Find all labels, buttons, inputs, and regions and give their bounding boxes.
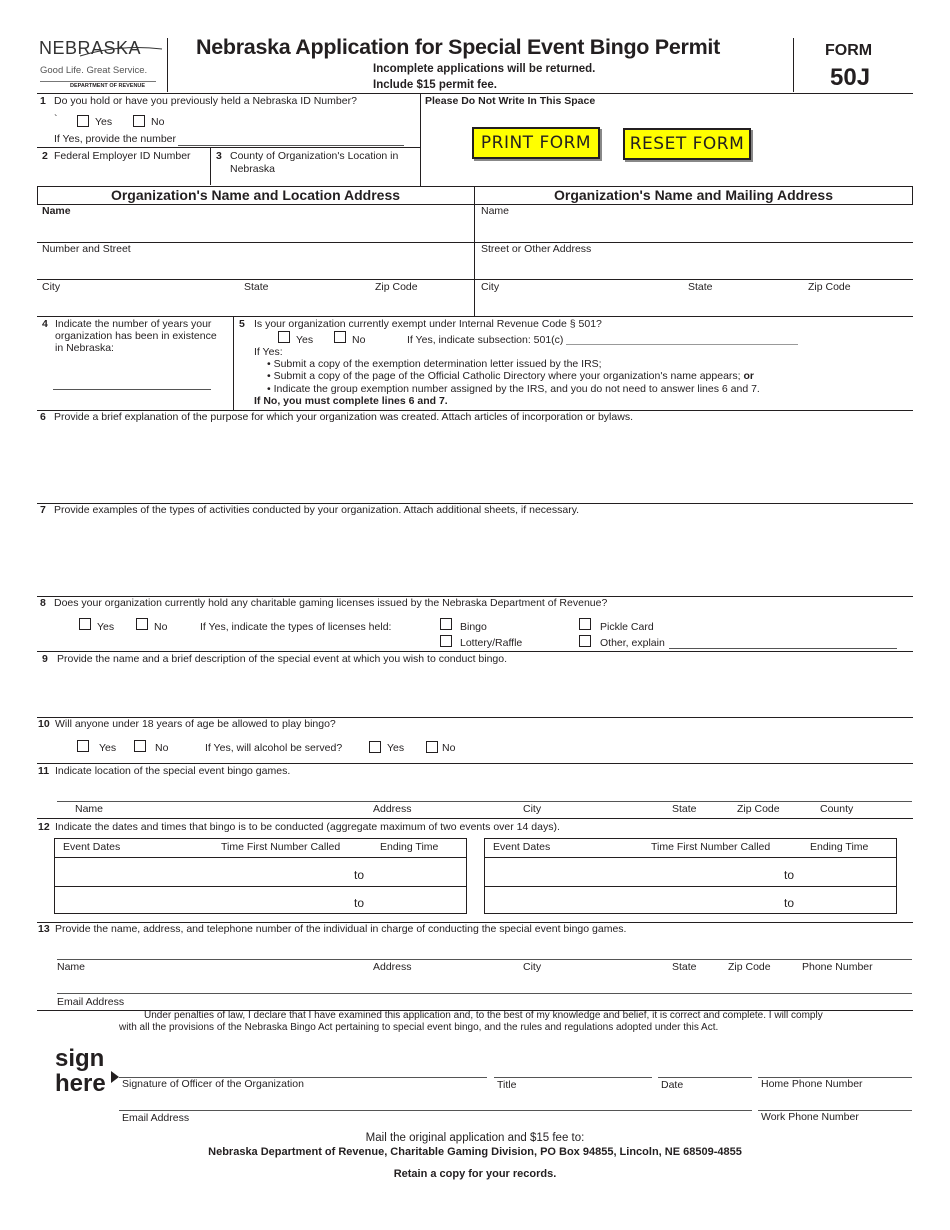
- q7-answer-area[interactable]: [37, 518, 913, 596]
- q1-provide-label: If Yes, provide the number: [54, 133, 176, 145]
- q2-number: 2: [42, 150, 48, 162]
- q10-alcohol-question: If Yes, will alcohol be served?: [205, 742, 343, 754]
- q8-bingo-checkbox[interactable]: [440, 618, 452, 630]
- q12-right-row2-to: to: [784, 896, 795, 910]
- q12-left-row2[interactable]: [54, 887, 467, 914]
- q8-no-checkbox[interactable]: [136, 618, 148, 630]
- form-label: FORM: [825, 42, 873, 59]
- mailing-name-label: Name: [481, 205, 510, 217]
- logo-department: DEPARTMENT OF REVENUE: [70, 83, 146, 89]
- q8-lottery-checkbox[interactable]: [440, 635, 452, 647]
- street-field-rule[interactable]: [37, 279, 913, 280]
- q5-bullet2-text: • Submit a copy of the page of the Official Catholic Directory where your organization's name appears;: [267, 370, 741, 382]
- q13-state-label: State: [672, 961, 697, 973]
- q5-if-yes: If Yes:: [254, 346, 283, 358]
- print-form-button[interactable]: PRINT FORM: [472, 127, 600, 159]
- q4-line2: organization has been in existence: [55, 330, 217, 342]
- q5-bullet-irs-letter: • Submit a copy of the exemption determination letter issued by the IRS;: [267, 358, 602, 370]
- q12-left-row1[interactable]: [54, 858, 467, 886]
- reset-form-button[interactable]: RESET FORM: [623, 128, 751, 160]
- q12-right-row1[interactable]: [484, 858, 897, 886]
- q8-number: 8: [40, 597, 46, 609]
- q12-question: Indicate the dates and times that bingo is to be conducted (aggregate maximum of two events over 14 days).: [55, 821, 560, 833]
- q5-no-label: No: [352, 334, 366, 346]
- q12-left-row2-to: to: [354, 896, 365, 910]
- q11-city-label: City: [523, 803, 542, 815]
- footer-retain-copy: Retain a copy for your records.: [393, 1168, 557, 1180]
- q5-no-checkbox[interactable]: [334, 331, 346, 343]
- date-label: Date: [661, 1079, 684, 1091]
- declaration-line1: Under penalties of law, I declare that I have examined this application and, to the best of my knowledge and belief, it is correct and complete. I will comply: [144, 1010, 823, 1021]
- q11-location-field[interactable]: [57, 801, 912, 802]
- q5-subsection-label: If Yes, indicate subsection: 501(c): [407, 334, 564, 346]
- q13-email-label: Email Address: [57, 996, 125, 1008]
- q13-email-field[interactable]: [57, 993, 912, 994]
- q13-zip-label: Zip Code: [728, 961, 771, 973]
- q10-alcohol-no-checkbox[interactable]: [426, 741, 438, 753]
- q13-address-label: Address: [373, 961, 412, 973]
- signer-email-field[interactable]: [119, 1110, 752, 1111]
- q8-question: Does your organization currently hold any charitable gaming licenses issued by the Nebraska Department of Revenue?: [54, 597, 608, 609]
- q1-yes-label: Yes: [95, 116, 113, 128]
- logo-swoosh-icon: [78, 46, 164, 58]
- q11-county-label: County: [820, 803, 854, 815]
- q12-right-row2[interactable]: [484, 887, 897, 914]
- q6-answer-area[interactable]: [37, 425, 913, 503]
- mailing-city-label: City: [481, 281, 500, 293]
- q8-no-label: No: [154, 621, 168, 633]
- subtitle-fee: Include $15 permit fee.: [373, 79, 497, 91]
- q1-yes-checkbox[interactable]: [77, 115, 89, 127]
- footer-mailing-address: Nebraska Department of Revenue, Charitable Gaming Division, PO Box 94855, Lincoln, NE 68509-4855: [208, 1146, 742, 1158]
- title-label: Title: [497, 1079, 517, 1091]
- q5-bullet-group-exemption: • Indicate the group exemption number assigned by the IRS, and you do not need to answer lines 6 and 7.: [267, 383, 760, 395]
- q8-yes-checkbox[interactable]: [79, 618, 91, 630]
- q5-bullet-catholic-directory: [267, 370, 754, 382]
- form-number: 50J: [830, 64, 871, 91]
- q10-no-label: No: [155, 742, 169, 754]
- q8-pickle-checkbox[interactable]: [579, 618, 591, 630]
- q5-number: 5: [239, 318, 245, 330]
- q1-question: Do you hold or have you previously held a Nebraska ID Number?: [54, 95, 357, 107]
- q8-other-explain-field[interactable]: [669, 648, 897, 649]
- q10-alcohol-yes-checkbox[interactable]: [369, 741, 381, 753]
- q5-yes-label: Yes: [296, 334, 314, 346]
- q5-yes-checkbox[interactable]: [278, 331, 290, 343]
- q7-question: Provide examples of the types of activities conducted by your organization. Attach additional sheets, if necessary.: [54, 504, 580, 516]
- q12-right-row1-to: to: [784, 868, 795, 882]
- q10-yes-label: Yes: [99, 742, 117, 754]
- date-field[interactable]: [658, 1077, 752, 1078]
- q12-right-first-header: Time First Number Called: [651, 841, 771, 853]
- q1-tick-mark: `: [54, 113, 58, 125]
- signature-label: Signature of Officer of the Organization: [122, 1078, 304, 1090]
- q5-bullet2-or: or: [743, 370, 754, 382]
- mailing-state-label: State: [688, 281, 713, 293]
- q2-label: Federal Employer ID Number: [54, 150, 191, 162]
- q10-yes-checkbox[interactable]: [77, 740, 89, 752]
- q6-question: Provide a brief explanation of the purpose for which your organization was created. Attach articles of incorporation or bylaws.: [54, 411, 633, 423]
- q5-subsection-field[interactable]: [566, 344, 798, 345]
- q6-number: 6: [40, 411, 46, 423]
- location-city-label: City: [42, 281, 61, 293]
- q3-number: 3: [216, 150, 222, 162]
- sign-here-label-here: here: [55, 1070, 106, 1097]
- q11-question: Indicate location of the special event bingo games.: [55, 765, 291, 777]
- q5-question: Is your organization currently exempt under Internal Revenue Code § 501?: [254, 318, 602, 330]
- q3-label-line1: County of Organization's Location in: [230, 150, 399, 162]
- q4-years-field[interactable]: [53, 389, 211, 390]
- mailing-zip-label: Zip Code: [808, 281, 851, 293]
- q10-no-checkbox[interactable]: [134, 740, 146, 752]
- location-zip-label: Zip Code: [375, 281, 418, 293]
- name-field-rule[interactable]: [37, 242, 913, 243]
- footer-mail-instruction: Mail the original application and $15 fee to:: [365, 1132, 585, 1144]
- q8-types-label: If Yes, indicate the types of licenses held:: [200, 621, 392, 633]
- subtitle-incomplete: Incomplete applications will be returned.: [373, 63, 596, 75]
- q4-line1: Indicate the number of years your: [55, 318, 212, 330]
- declaration-line2: with all the provisions of the Nebraska Bingo Act pertaining to special event bingo, and the rules and regulations adopted under this Act.: [119, 1022, 719, 1033]
- logo-tagline: Good Life. Great Service.: [40, 65, 148, 76]
- nebraska-logo: [38, 36, 164, 92]
- q10-number: 10: [38, 718, 50, 730]
- sign-arrow-icon: [111, 1071, 119, 1083]
- q13-contact-field[interactable]: [57, 959, 912, 960]
- q1-no-checkbox[interactable]: [133, 115, 145, 127]
- signer-email-label: Email Address: [122, 1112, 190, 1124]
- location-state-label: State: [244, 281, 269, 293]
- q4-line3: in Nebraska:: [55, 342, 114, 354]
- q9-answer-area[interactable]: [37, 667, 913, 717]
- q12-left-dates-header: Event Dates: [63, 841, 121, 853]
- q8-lottery-label: Lottery/Raffle: [460, 637, 523, 649]
- q9-question: Provide the name and a brief description of the special event at which you wish to conduct bingo.: [57, 653, 508, 665]
- q8-yes-label: Yes: [97, 621, 115, 633]
- q1-id-number-field[interactable]: [178, 145, 404, 146]
- home-phone-label: Home Phone Number: [761, 1078, 863, 1090]
- q8-pickle-label: Pickle Card: [600, 621, 654, 633]
- sign-here-label-sign: sign: [55, 1045, 105, 1072]
- header-rule: [37, 93, 913, 94]
- title-field[interactable]: [494, 1077, 652, 1078]
- q8-other-checkbox[interactable]: [579, 635, 591, 647]
- q7-number: 7: [40, 504, 46, 516]
- q13-number: 13: [38, 923, 50, 935]
- q11-name-label: Name: [75, 803, 104, 815]
- q9-number: 9: [42, 653, 48, 665]
- q8-other-label: Other, explain: [600, 637, 665, 649]
- q12-right-ending-header: Ending Time: [810, 841, 869, 853]
- mailing-street-label: Street or Other Address: [481, 243, 592, 255]
- q11-zip-label: Zip Code: [737, 803, 780, 815]
- q13-phone-label: Phone Number: [802, 961, 873, 973]
- work-phone-label: Work Phone Number: [761, 1111, 859, 1123]
- q13-question: Provide the name, address, and telephone number of the individual in charge of conducting the special event bingo games.: [55, 923, 627, 935]
- q3-label-line2: Nebraska: [230, 163, 275, 175]
- q12-left-row1-to: to: [354, 868, 365, 882]
- q13-city-label: City: [523, 961, 542, 973]
- mailing-address-heading: Organization's Name and Mailing Address: [554, 187, 833, 203]
- q5-if-no: If No, you must complete lines 6 and 7.: [254, 395, 448, 407]
- location-address-heading: Organization's Name and Location Address: [110, 187, 401, 203]
- q12-right-dates-header: Event Dates: [493, 841, 551, 853]
- location-name-label: Name: [42, 205, 71, 217]
- q12-left-first-header: Time First Number Called: [221, 841, 341, 853]
- q10-question: Will anyone under 18 years of age be allowed to play bingo?: [55, 718, 336, 730]
- q1-number: 1: [40, 95, 46, 107]
- q13-name-label: Name: [57, 961, 86, 973]
- q10-alcohol-yes-label: Yes: [387, 742, 405, 754]
- q11-state-label: State: [672, 803, 697, 815]
- q11-address-label: Address: [373, 803, 412, 815]
- q12-number: 12: [38, 821, 50, 833]
- location-street-label: Number and Street: [42, 243, 131, 255]
- logo-state-name: NEBRASKA: [39, 38, 142, 58]
- q10-alcohol-no-label: No: [442, 742, 456, 754]
- q8-bingo-label: Bingo: [460, 621, 487, 633]
- office-use-label: Please Do Not Write In This Space: [425, 95, 596, 107]
- q11-number: 11: [38, 765, 50, 777]
- q12-left-ending-header: Ending Time: [380, 841, 439, 853]
- q1-no-label: No: [151, 116, 165, 128]
- form-title: Nebraska Application for Special Event Bingo Permit: [196, 35, 720, 59]
- q4-number: 4: [42, 318, 48, 330]
